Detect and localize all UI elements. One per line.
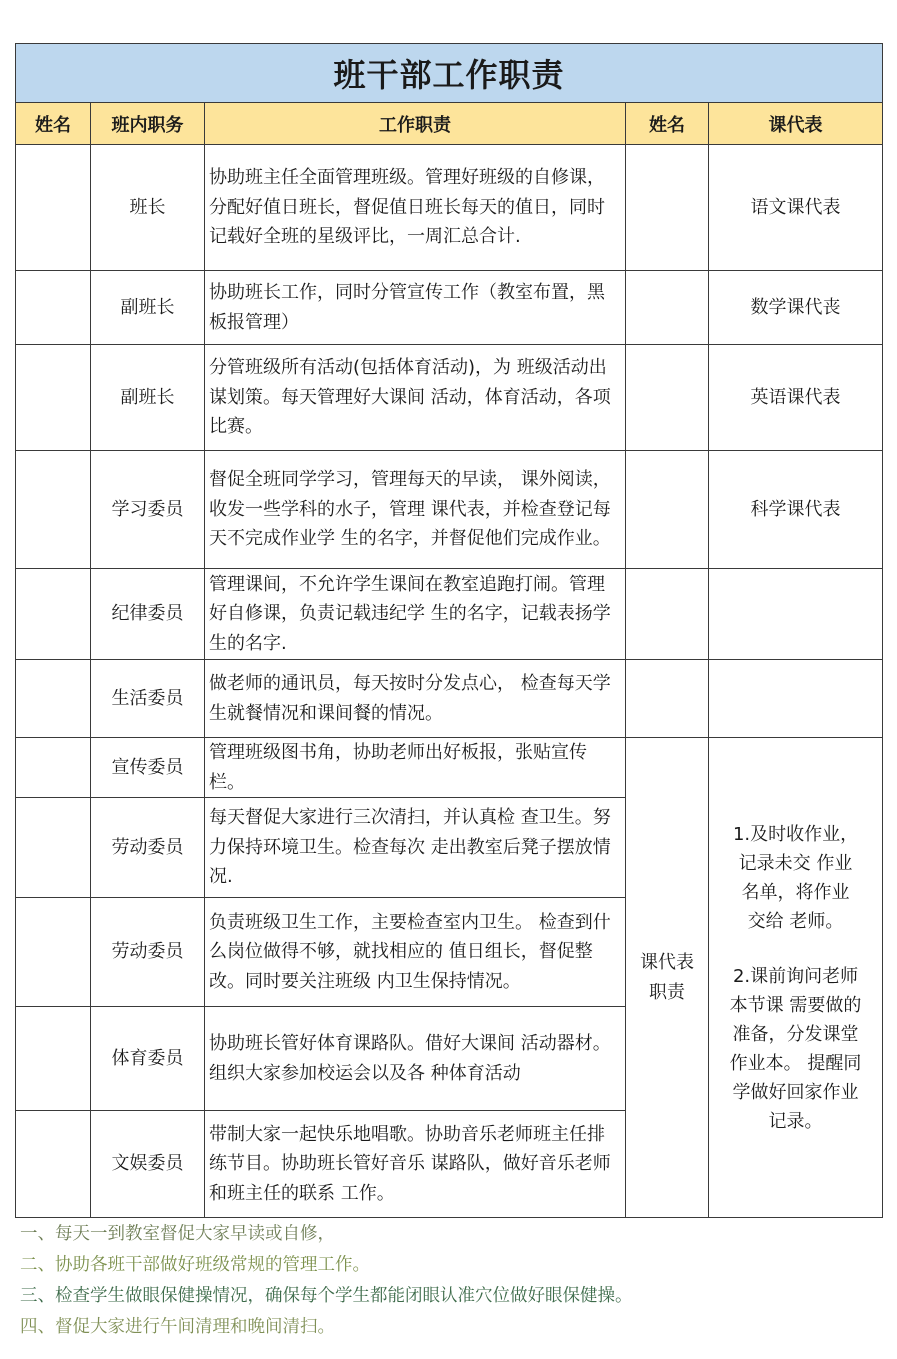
header-name-2: 姓名 xyxy=(626,103,709,145)
name-cell xyxy=(16,271,91,345)
name-cell xyxy=(16,798,91,898)
rep-duty-line: 1.及时收作业， xyxy=(732,823,859,845)
header-duty: 工作职责 xyxy=(205,103,626,145)
duty-cell: 协助班长管好体育课路队。借好大课间 活动器材。组织大家参加校运会以及各 种体育活动 xyxy=(205,1007,626,1111)
duty-cell: 管理班级图书角，协助老师出好板报，张贴宣传栏。 xyxy=(205,738,626,798)
rep-duty-line: 交给 老师。 xyxy=(747,910,844,932)
position-cell: 生活委员 xyxy=(91,660,205,738)
name-cell xyxy=(16,898,91,1007)
duty-cell: 负责班级卫生工作，主要检查室内卫生。 检查到什么岗位做得不够，就找相应的 值日组长，督促整改。同时要关注班级 内卫生保持情况。 xyxy=(205,898,626,1007)
rep-duty-line: 记录。 xyxy=(768,1110,823,1132)
duty-cell: 分管班级所有活动(包括体育活动)，为 班级活动出谋划策。每天管理好大课间 活动，体育活动，各项比赛。 xyxy=(205,345,626,451)
rep-duty-line: 作业本。 提醒同 xyxy=(729,1052,862,1074)
name-cell xyxy=(16,1111,91,1218)
duty-table xyxy=(15,43,883,1218)
position-cell: 体育委员 xyxy=(91,1007,205,1111)
footer-notes xyxy=(20,1219,890,1343)
rep-cell: 科学课代表 xyxy=(709,451,883,569)
position-cell: 班长 xyxy=(91,145,205,271)
table-row xyxy=(16,569,883,660)
table-row xyxy=(16,451,883,569)
position-cell: 劳动委员 xyxy=(91,798,205,898)
rep-duty-line: 2.课前询问老师 xyxy=(732,965,859,987)
footer-note-1: 一、每天一到教室督促大家早读或自修， xyxy=(20,1224,335,1244)
name-cell xyxy=(16,145,91,271)
name-cell-2 xyxy=(626,345,709,451)
name-cell xyxy=(16,1007,91,1111)
rep-cell xyxy=(709,660,883,738)
name-cell xyxy=(16,738,91,798)
header-rep: 课代表 xyxy=(709,103,883,145)
name-cell-2 xyxy=(626,145,709,271)
merged-rep-label-line1: 课代表 xyxy=(640,951,694,973)
name-cell xyxy=(16,451,91,569)
duty-cell: 带制大家一起快乐地唱歌。协助音乐老师班主任排练节目。协助班长管好音乐 谋路队，做好音乐老师和班主任的联系 工作。 xyxy=(205,1111,626,1218)
rep-duty-line: 准备，分发课堂 xyxy=(732,1023,859,1045)
footer-note-3: 三、检查学生做眼保健操情况，确保每个学生都能闭眼认准穴位做好眼保健操。 xyxy=(20,1286,633,1306)
rep-duty-line: 本节课 需要做的 xyxy=(729,994,862,1016)
header-name: 姓名 xyxy=(16,103,91,145)
name-cell xyxy=(16,569,91,660)
table-row xyxy=(16,660,883,738)
footer-note-4: 四、督促大家进行午间清理和晚间清扫。 xyxy=(20,1317,335,1337)
rep-duty-line: 学做好回家作业 xyxy=(732,1081,859,1103)
table-row xyxy=(16,271,883,345)
name-cell-2 xyxy=(626,271,709,345)
duty-cell: 督促全班同学学习，管理每天的早读， 课外阅读，收发一些学科的水子，管理 课代表，并检查登记每天不完成作业学 生的名字，并督促他们完成作业。 xyxy=(205,451,626,569)
rep-duty-line: 记录未交 作业 xyxy=(738,852,853,874)
name-cell-2 xyxy=(626,660,709,738)
position-cell: 副班长 xyxy=(91,271,205,345)
header-position: 班内职务 xyxy=(91,103,205,145)
rep-cell xyxy=(709,569,883,660)
merged-rep-label xyxy=(626,738,709,1218)
duty-cell: 协助班长工作，同时分管宣传工作（教室布置，黑板报管理） xyxy=(205,271,626,345)
table-row xyxy=(16,345,883,451)
table-row xyxy=(16,145,883,271)
duty-cell: 做老师的通讯员，每天按时分发点心， 检查每天学生就餐情况和课间餐的情况。 xyxy=(205,660,626,738)
duty-cell: 每天督促大家进行三次清扫，并认真检 查卫生。努力保持环境卫生。检查每次 走出教室后凳子摆放情况. xyxy=(205,798,626,898)
merged-rep-duties xyxy=(709,738,883,1218)
name-cell-2 xyxy=(626,569,709,660)
rep-duty-line: 名单，将作业 xyxy=(741,881,850,903)
footer-note-2: 二、协助各班干部做好班级常规的管理工作。 xyxy=(20,1255,370,1275)
table-row xyxy=(16,738,883,798)
name-cell-2 xyxy=(626,451,709,569)
name-cell xyxy=(16,345,91,451)
position-cell: 纪律委员 xyxy=(91,569,205,660)
position-cell: 文娱委员 xyxy=(91,1111,205,1218)
duty-cell: 管理课间，不允许学生课间在教室追跑打闹。管理好自修课，负责记载违纪学 生的名字，记载表扬学生的名字. xyxy=(205,569,626,660)
position-cell: 副班长 xyxy=(91,345,205,451)
merged-rep-label-line2: 职责 xyxy=(649,981,685,1003)
rep-cell: 数学课代丧 xyxy=(709,271,883,345)
name-cell xyxy=(16,660,91,738)
table-title: 班干部工作职责 xyxy=(16,44,883,103)
position-cell: 劳动委员 xyxy=(91,898,205,1007)
rep-cell: 英语课代表 xyxy=(709,345,883,451)
position-cell: 宣传委员 xyxy=(91,738,205,798)
position-cell: 学习委员 xyxy=(91,451,205,569)
rep-cell: 语文课代表 xyxy=(709,145,883,271)
duty-cell: 协助班主任全面管理班级。管理好班级的自修课，分配好值日班长，督促值日班长每天的值日，同时记载好全班的星级评比，一周汇总合计. xyxy=(205,145,626,271)
